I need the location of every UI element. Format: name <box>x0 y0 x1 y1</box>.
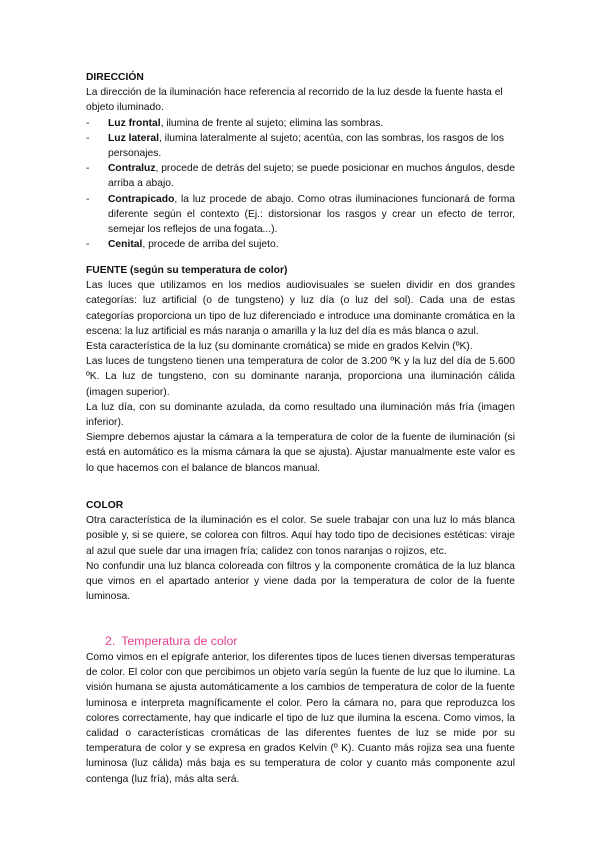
list-item <box>86 237 515 252</box>
numbered-heading <box>105 633 515 649</box>
heading-number: 2. <box>105 634 116 648</box>
list-item-term: Contrapicado <box>108 193 175 205</box>
direccion-intro: La dirección de la iluminación hace referencia al recorrido de la luz desde la fuente hasta el objeto iluminado. <box>86 87 503 114</box>
fuente-paragraph: La luz día, con su dominante azulada, da como resultado una iluminación más fría (imagen inferior). <box>86 401 515 429</box>
section-temperatura <box>86 633 515 787</box>
list-item <box>86 116 515 131</box>
section-heading-color: COLOR <box>86 500 124 511</box>
fuente-paragraph: Siempre debemos ajustar la cámara a la temperatura de color de la fuente de iluminación (si está en automático es la misma cámara la que se ajusta). Ajustar manualmente este valor es lo que hacemos con el balance de blancos manual. <box>86 432 515 474</box>
section-heading-fuente: FUENTE (según su temperatura de color) <box>86 265 288 276</box>
list-item <box>86 131 515 161</box>
dash-bullet-icon: - <box>86 193 90 205</box>
list-item <box>86 192 515 238</box>
list-item-term: Contraluz <box>108 163 156 175</box>
dash-bullet-icon: - <box>86 163 90 175</box>
section-direccion <box>86 70 515 252</box>
fuente-paragraph: Esta característica de la luz (su dominante cromática) se mide en grados Kelvin (ºK). <box>86 341 473 353</box>
fuente-paragraph: Las luces de tungsteno tienen una temperatura de color de 3.200 ºK y la luz del día de 5.600 ºK. La luz de tungsteno, con su dominante naranja, proporciona una iluminación cálida (imagen superior). <box>86 356 515 398</box>
color-paragraph: Otra característica de la iluminación es el color. Se suele trabajar con una luz lo más blanca posible y, si se quiere, se colorea con filtros. Aquí hay todo tipo de decisiones estéticas: viraje al azul que suele dar una imagen fría; calidez con tonos naranjas o rojizos, etc. <box>86 515 515 557</box>
list-item-term: Cenital <box>108 239 143 251</box>
list-item-text: , procede de detrás del sujeto; se puede posicionar en muchos ángulos, desde arriba a abajo. <box>108 163 515 190</box>
temperatura-paragraph: Como vimos en el epígrafe anterior, los diferentes tipos de luces tienen diversas temperaturas de color. El color con que percibimos un objeto varía según la fuente de luz que lo ilumine. La visión humana se ajusta automáticamente a los cambios de temperatura de color de la fuente luminosa e interpreta magníficamente el color. Pero la cámara no, para que reproduzca los colores correctamente, hay que indicarle el tipo de luz que ilumina la escena. Como vimos, la calidad o características cromáticas de las diferentes fuentes de luz se mide por su temperatura de color y se expresa en grados Kelvin (º K). Cuanto más rojiza sea una fuente luminosa (luz cálida) más baja es su temperatura de color y cuanto más componente azul contenga (luz fría), más alta será. <box>86 652 515 785</box>
list-item-text: , procede de arriba del sujeto. <box>142 239 279 251</box>
dash-bullet-icon: - <box>86 132 90 144</box>
section-heading-direccion: DIRECCIÓN <box>86 72 144 83</box>
list-item-text: , ilumina de frente al sujeto; elimina las sombras. <box>160 117 384 129</box>
dash-bullet-icon: - <box>86 239 90 251</box>
section-color <box>86 498 515 604</box>
direccion-list <box>86 116 515 253</box>
list-item <box>86 161 515 191</box>
list-item-text: , la luz procede de abajo. Como otras iluminaciones funcionará de forma diferente según el contexto (Ej.: distorsionar los rasgos y crear un efecto de terror, semejar los reflejos de una fogata...). <box>108 193 515 236</box>
list-item-term: Luz frontal <box>108 117 161 129</box>
color-paragraph: No confundir una luz blanca coloreada con filtros y la componente cromática de la luz blanca que vimos en el apartado anterior y viene dada por la temperatura de color de la fuente luminosa. <box>86 560 515 603</box>
list-item-text: , ilumina lateralmente al sujeto; acentúa, con las sombras, los rasgos de los personajes. <box>108 132 505 160</box>
list-item-term: Luz lateral <box>108 132 159 144</box>
dash-bullet-icon: - <box>86 117 90 129</box>
fuente-paragraph: Las luces que utilizamos en los medios audiovisuales se suelen dividir en dos grandes categorías: luz artificial (o de tungsteno) y luz día (o luz del sol). Cada una de estas categorías proporciona un tipo de luz diferenciado e introduce una dominante cromática en la escena: la luz artificial es más naranja o amarilla y la luz del día es más blanca o azul. <box>86 280 515 337</box>
heading-title: Temperatura de color <box>121 634 238 648</box>
section-fuente <box>86 263 515 476</box>
